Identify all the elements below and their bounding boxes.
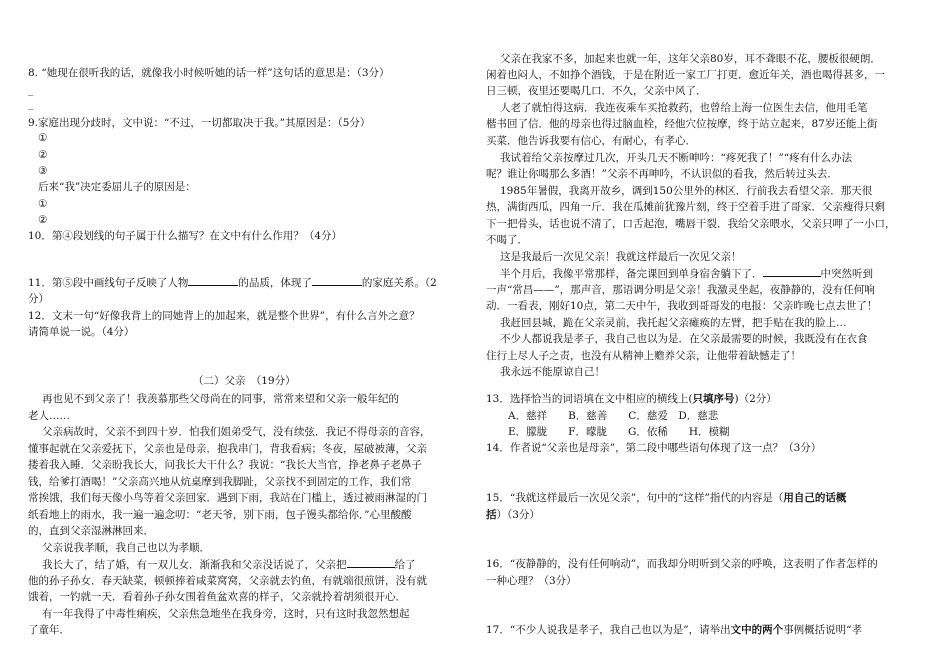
answer-blank-8b: _ (28, 98, 34, 110)
passage-line: 再也见不到父亲了！我羡慕那些父母尚在的同事，常常来望和父亲一般年纪的 (42, 393, 399, 405)
passage-line: 动．一看表，刚好10点，第二天中午，我收到哥哥发的电报：父亲昨晚七点去世了！ (486, 300, 878, 312)
question-17-text-end: 事例概括说明“孝 (783, 624, 862, 636)
passage-line: 一声“常昌——”，那声音，那语调分明是父亲！我激灵坐起，夜静静的，没有任何响 (486, 284, 875, 296)
passage-line: 人老了就怕得这病．我连夜乘车买抢救药，也曾给上海一位医生去信，他用毛笔 (500, 102, 868, 114)
fill-blank[interactable] (312, 275, 362, 286)
question-15-text: 15．“我就这样最后一次见父亲”，句中的“这样”指代的内容是（ (486, 492, 784, 504)
passage-text: 半个月后，我像平常那样，备完课回到单身宿舍躺下了． (500, 268, 763, 280)
passage-line: 搂着我入睡．父亲盼我长大，问我长大干什么？我说：“我长大当官，挣老鼻子老鼻子 (28, 459, 422, 471)
question-10: 10．第④段划线的句子属于什么描写？在文中有什么作用？（4分） (28, 230, 343, 242)
question-17-text: 17．“不少人说我是孝子，我自己也以为是”，请举出 (486, 624, 731, 636)
question-17 (486, 623, 862, 637)
question-15 (486, 491, 846, 505)
answer-blank-8a: _ (28, 84, 34, 96)
question-15-score: ）（3分） (496, 509, 540, 521)
passage-line: 我试着给父亲按摩过几次，开头几天不断呻吟：“疼死我了！”“疼有什么办法 (500, 152, 853, 164)
question-15-cont (486, 508, 540, 522)
question-11-score: 分） (28, 293, 49, 305)
passage-line: 1985年暑假，我离开故乡，调到150公里外的林区．行前我去看望父亲．那天很 (500, 185, 873, 197)
question-11-text-a: 11．第⑤段中画线句子反映了人物 (28, 277, 189, 289)
answer-marker-1: ① (38, 132, 48, 144)
passage-line: 父亲在我家不多，加起来也就一年，这年父亲80岁，耳不聋眼不花，腰板很硬朗． (500, 53, 881, 65)
question-12-cont: 请简单说一说。（4分） (28, 326, 135, 338)
question-13-options-1: A．慈祥 B．慈善 C．慈爱 D．慈悲 (508, 410, 719, 422)
passage-line: 我赶回县城，跪在父亲灵前，我托起父亲瘫痪的左臂，把手贴在我的脸上… (500, 317, 847, 329)
passage-line: 下一把骨头，话也说不清了，口舌起泡，嘴唇干裂．我给父亲喂水，父亲只呷了一小口， (486, 218, 896, 230)
question-13-text: 13．选择恰当的词语填在文中相应的横线上( (486, 393, 693, 405)
question-11-text-b: 的品质，体现了 (238, 277, 312, 289)
passage-line (500, 266, 873, 281)
passage-text: 我长大了，结了婚，有一双儿女．渐渐我和父亲没话说了，父亲把 (42, 559, 347, 571)
passage-line: 的，直到父亲湿淋淋回来． (28, 525, 154, 537)
question-17-emphasis: 文中的两个 (730, 624, 784, 636)
question-13-score: )（2分） (734, 393, 777, 405)
question-8: 8. “她现在很听我的话，就像我小时候听她的话一样”这句话的意思是：（3分） (28, 67, 390, 79)
passage-line: 热，满街西瓜，四角一斤．我在瓜摊前犹豫片刻，终于空着手进了哥家．父亲瘦得只剩 (486, 201, 885, 213)
question-15-emphasis: 用自己的话概 (783, 492, 847, 504)
passage-line: 我永远不能原谅自己！ (500, 366, 605, 378)
passage-line: 钱，给爹打酒喝！”父亲高兴地从炕桌摩到我脚趾，父亲找不到固定的工作，我们常 (28, 476, 412, 488)
passage-line: 饿着，一钓就一天．看着孙子孙女围着鱼盆欢喜的样子，父亲就拎着胡须很开心． (28, 591, 406, 603)
passage-line: 住行上尽人子之责，也没有从精神上赡养父亲，让他带着缺憾走了！ (486, 350, 801, 362)
passage-text: 给了 (394, 559, 416, 571)
passage-line: 不喝了． (486, 234, 528, 246)
passage-line: 日三顿，夜里还要喝几口．不久，父亲中风了． (486, 85, 707, 97)
question-15-emphasis-end: 括 (486, 509, 497, 521)
question-13-options-2: E．朦胧 F．曚胧 G．依稀 H．模糊 (508, 426, 730, 438)
answer-marker-2: ② (38, 149, 48, 161)
passage-line (42, 557, 416, 572)
passage-line: 有一年我得了中毒性痢疾，父亲焦急地坐在我身旁，这时，只有这时我忽然想起 (42, 608, 410, 620)
question-16-cont: 一种心理？（3分） (486, 575, 577, 587)
answer-marker-3: ③ (38, 165, 48, 177)
fill-blank[interactable] (347, 557, 395, 568)
passage-line: 父亲说我孝顺，我自己也以为孝顺． (42, 542, 210, 554)
answer-marker-4: ① (38, 198, 48, 210)
passage-line: 买菜．他告诉我要有信心，有耐心，有孝心． (486, 135, 696, 147)
passage-line: 不少人都说我是孝子，我自己也以为是．在父亲最需要的时候，我既没有在衣食 (500, 333, 868, 345)
question-13 (486, 392, 777, 406)
fill-blank[interactable] (763, 266, 821, 277)
question-9: 9.家庭出现分歧时，文中说：“不过，一切都取决于我。”其原因是：（5分） (28, 117, 371, 129)
question-11 (28, 275, 437, 290)
passage-line: 闲着也闷人，不如挣个酒钱，于是在附近一家工厂打更．愈近年关，酒也喝得甚多，一 (486, 69, 885, 81)
passage-text: 中突然听到 (820, 268, 873, 280)
passage-line: 他的孙子孙女．春天缺菜，顿顿捧着咸菜窝窝，父亲就去钓鱼，有就端很煎饼，没有就 (28, 575, 427, 587)
passage-line: 了童年． (28, 624, 70, 636)
question-9-part-b: 后来“我”决定委屈儿子的原因是： (38, 181, 196, 193)
question-13-emphasis: 只填序号 (692, 393, 735, 405)
question-16: 16．“夜静静的，没有任何响动”，而我却分明听到父亲的呼唤，这表明了作者怎样的 (486, 558, 878, 570)
question-14: 14．作者说“父亲也是母亲”，第二段中哪些语句体现了这一点？（3分） (486, 442, 822, 454)
passage-line: 父亲病故时，父亲不到四十岁．怕我们姐弟受气，没有续弦．我记不得母亲的音容， (42, 426, 431, 438)
passage-line: 懂事起就在父亲爱抚下，父亲也是母亲．抱我串门，背我看病；冬夜，屋破被薄，父亲 (28, 443, 427, 455)
section-title: （二）父亲 （19分） (193, 375, 296, 387)
passage-line: 常挨饿，我们每天像小鸟等着父亲回家．遇到下雨，我站在门槛上，透过被雨淋湿的门 (28, 492, 427, 504)
passage-line: 纸看地上的雨水，我一遍一遍念叨：“老天爷，别下雨，包子馒头都给你．”心里酸酸 (28, 509, 412, 521)
passage-line: 呢？谁让你喝那么多酒！”父亲不再呻吟，不认识似的看我，然后转过头去． (486, 168, 838, 180)
answer-marker-5: ② (38, 214, 48, 226)
passage-line: 楷书回了信．他的母亲也得过脑血栓，经他穴位按摩，终于站立起来，87岁还能上街 (486, 118, 878, 130)
passage-line: 这是我最后一次见父亲！我就这样最后一次见父亲！ (500, 251, 742, 263)
fill-blank[interactable] (188, 275, 238, 286)
passage-line: 老人…… (28, 410, 70, 422)
question-11-text-c: 的家庭关系。（2 (361, 277, 437, 289)
question-12: 12．文末一句“好像我背上的同她背上的加起来，就是整个世界”，有什么言外之意？ (28, 310, 420, 322)
